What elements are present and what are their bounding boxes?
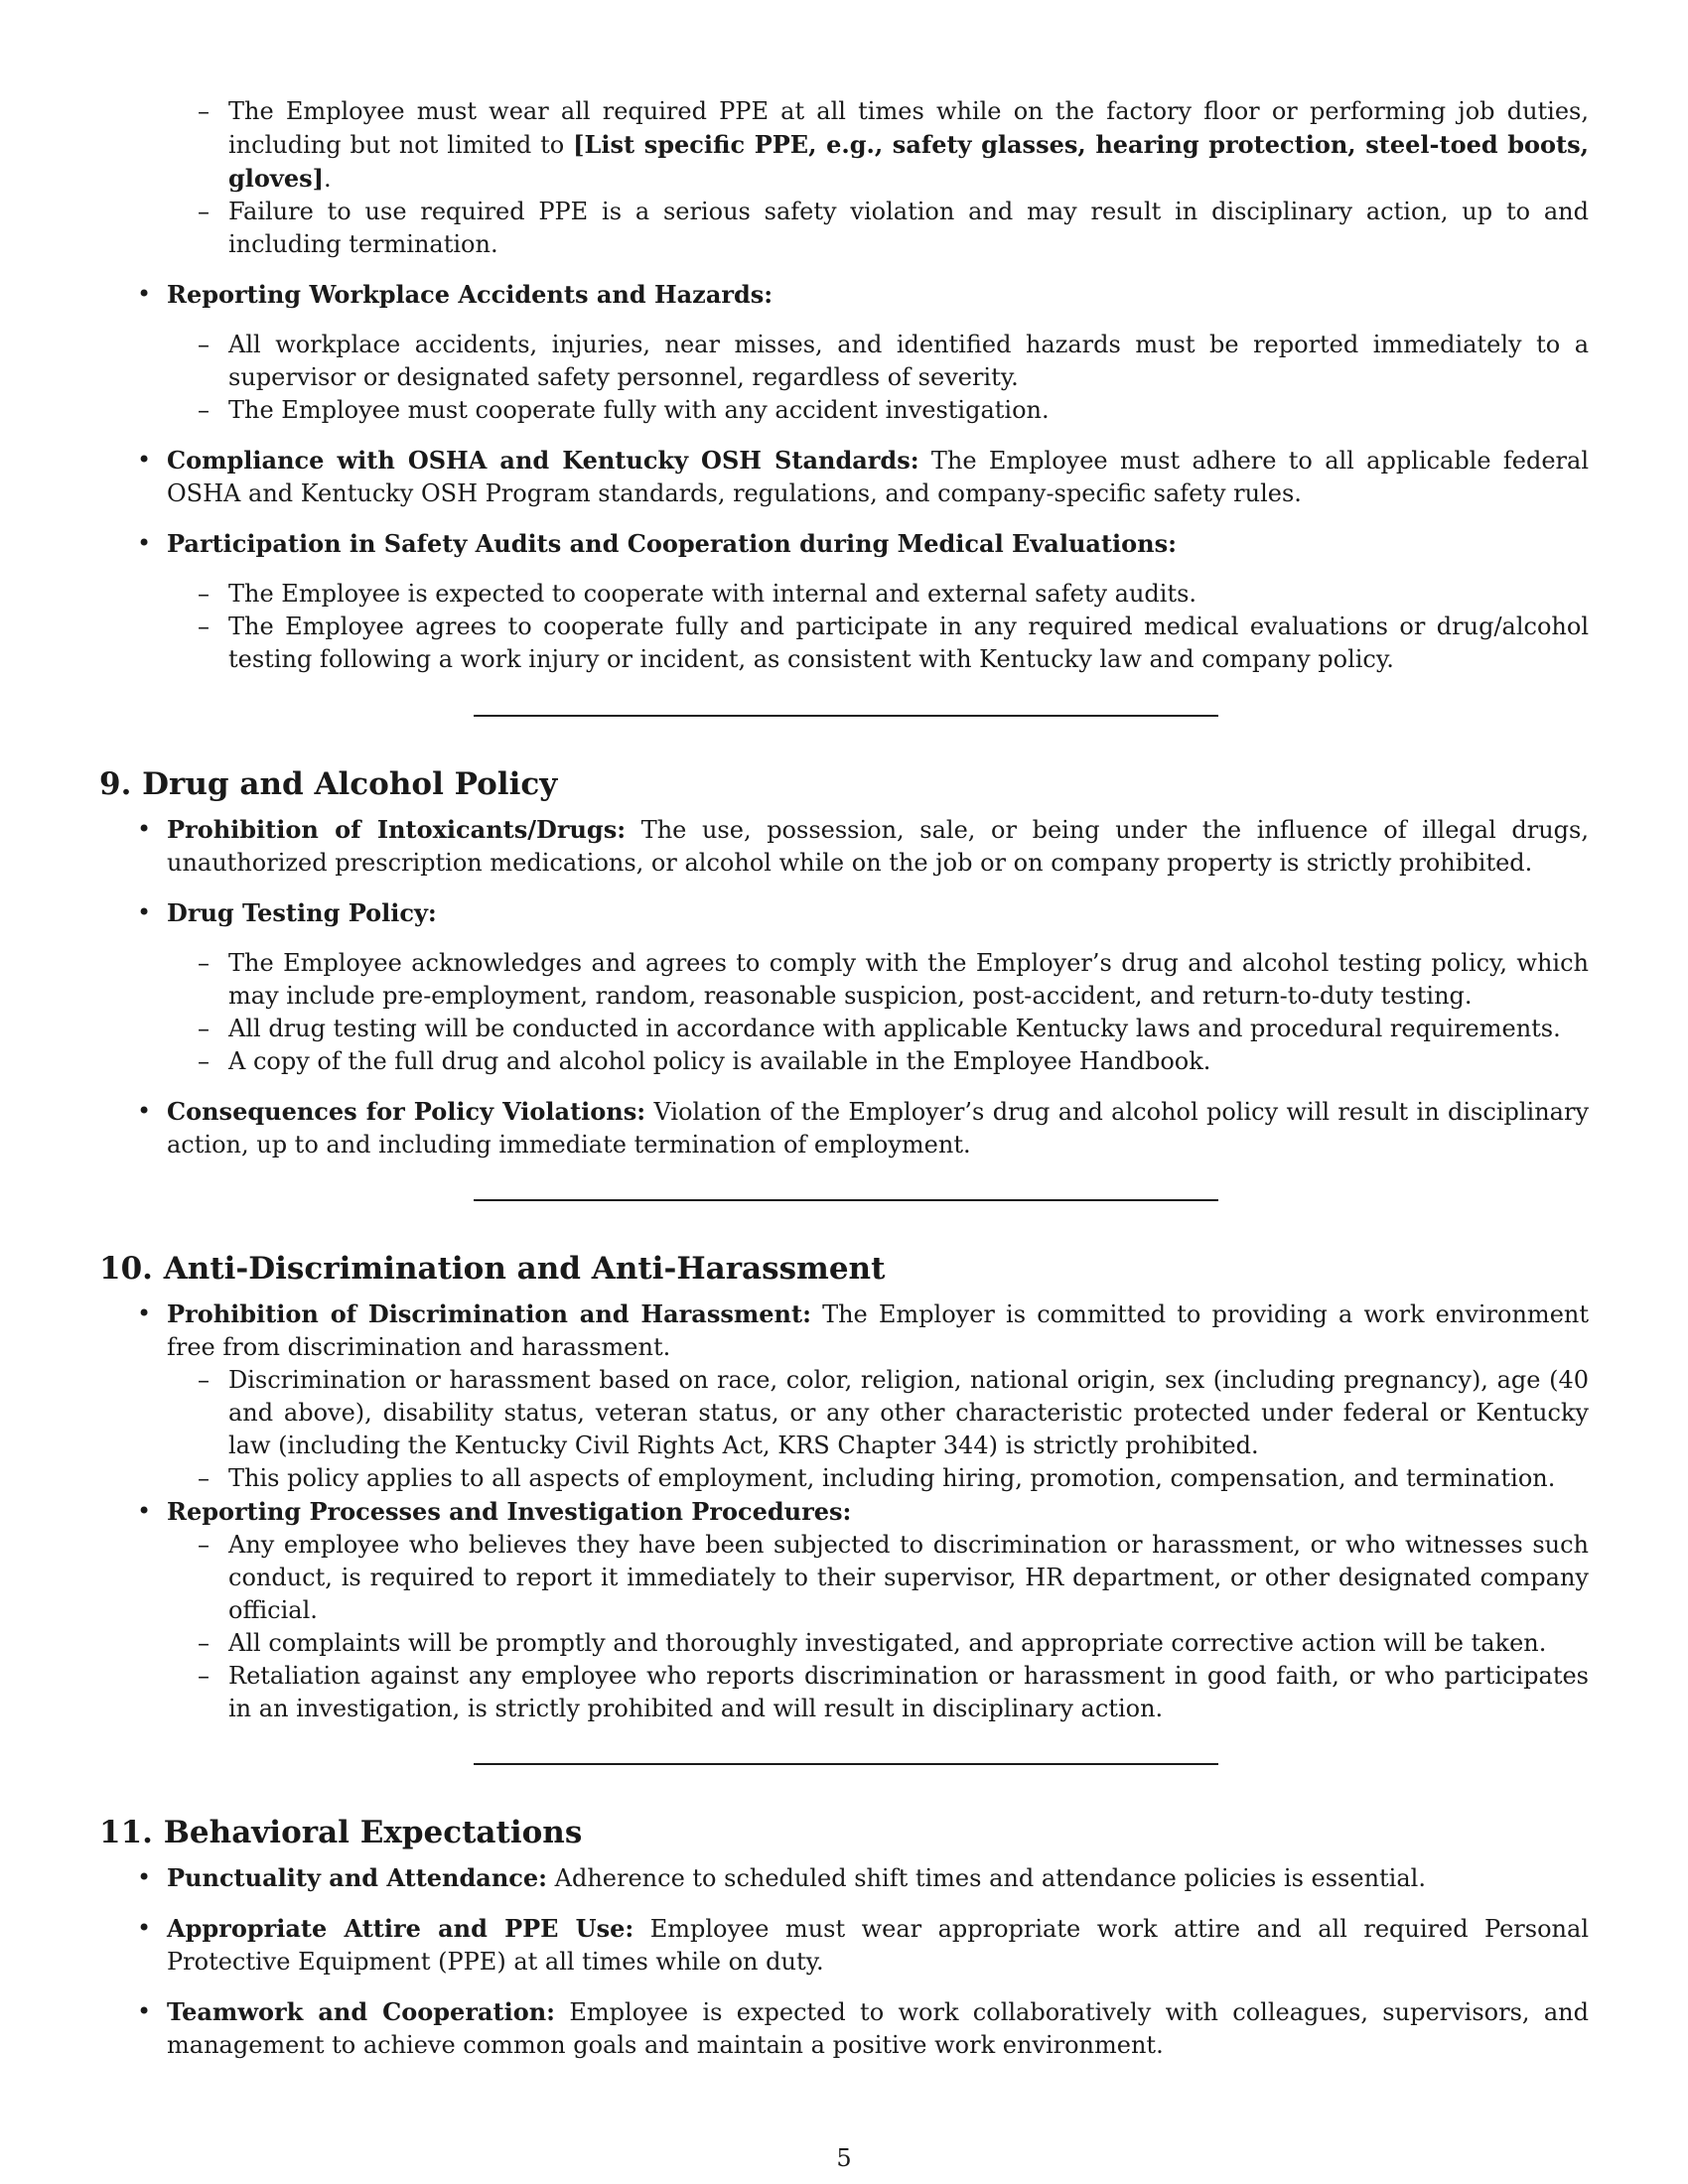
bullet-icon: • [137, 1097, 152, 1125]
bullet-heading: Participation in Safety Audits and Cooperation during Medical Evaluations: [167, 529, 1177, 558]
list-item [99, 95, 1589, 196]
list-item: – All drug testing will be conducted in accordance with applicable Kentucky laws and procedural requirements. [167, 1013, 1589, 1045]
section11-bullets [99, 1861, 1589, 2062]
bullet-text: The Employer is committed to providing a work environment free from discrimination and harassment. [167, 1300, 1589, 1361]
bullet-icon: • [137, 1997, 152, 2025]
list-item: – This policy applies to all aspects of employment, including hiring, promotion, compensation, and termination. [167, 1462, 1589, 1495]
bullet-drug-testing [99, 896, 1589, 1078]
bullet-icon: • [137, 446, 152, 474]
list-item: – A copy of the full drug and alcohol policy is available in the Employee Handbook. [167, 1045, 1589, 1078]
list-item: – The Employee acknowledges and agrees to comply with the Employer’s drug and alcohol testing policy, which may include pre-employment, random, reasonable suspicion, post-accident, and return-to-duty testing. [167, 947, 1589, 1013]
bullet-icon: • [137, 1863, 152, 1891]
section8-bullets [99, 278, 1589, 676]
ppe-placeholder: [List specific PPE, e.g., safety glasses, hearing protection, steel-toed boots, gloves] [228, 130, 1589, 193]
bullet-heading: Consequences for Policy Violations: [167, 1097, 646, 1126]
bullet-text: The use, possession, sale, or being under the influence of illegal drugs, unauthorized prescription medications, or alcohol while on the job or on company property is strictly prohibited. [167, 816, 1589, 877]
bullet-heading: Prohibition of Discrimination and Harassment: [167, 1299, 811, 1328]
bullet-osha-compliance [99, 444, 1589, 510]
sublist [167, 578, 1589, 676]
bullet-text: Employee must wear appropriate work attire and all required Personal Protective Equipment (PPE) at all times while on duty. [167, 1915, 1589, 1976]
section-heading-drug-alcohol: 9. Drug and Alcohol Policy [99, 766, 558, 802]
bullet-icon: • [137, 529, 152, 557]
sublist [167, 329, 1589, 427]
bullet-heading: Drug Testing Policy: [167, 898, 437, 927]
bullet-consequences [99, 1095, 1589, 1161]
list-item: – The Employee must cooperate fully with any accident investigation. [167, 394, 1589, 427]
bullet-icon: • [137, 1299, 152, 1327]
bullet-heading: Reporting Processes and Investigation Procedures: [167, 1497, 852, 1526]
bullet-heading: Appropriate Attire and PPE Use: [167, 1914, 634, 1943]
list-item: – Failure to use required PPE is a serious safety violation and may result in disciplinary action, up to and including termination. [99, 196, 1589, 261]
section9-bullets [99, 813, 1589, 1161]
list-item: – All workplace accidents, injuries, near misses, and identified hazards must be reported immediately to a supervisor or designated safety personnel, regardless of severity. [167, 329, 1589, 394]
list-item: – The Employee is expected to cooperate with internal and external safety audits. [167, 578, 1589, 611]
page-number: 5 [836, 2144, 852, 2172]
bullet-reporting-processes [99, 1495, 1589, 1725]
bullet-prohibition-discrimination [99, 1297, 1589, 1495]
section-heading-behavioral: 11. Behavioral Expectations [99, 1815, 583, 1850]
bullet-icon: • [137, 1914, 152, 1942]
bullet-punctuality [99, 1861, 1589, 1895]
bullet-icon: • [137, 898, 152, 926]
bullet-icon: • [137, 815, 152, 843]
bullet-safety-audits [99, 527, 1589, 676]
ppe-period: . [324, 165, 332, 193]
sublist [167, 1529, 1589, 1725]
bullet-heading: Reporting Workplace Accidents and Hazards: [167, 280, 774, 309]
page-content [99, 95, 1589, 2062]
list-item: – All complaints will be promptly and thoroughly investigated, and appropriate corrective action will be taken. [167, 1627, 1589, 1660]
sublist [167, 947, 1589, 1078]
ppe-text: The Employee must wear all required PPE at all times while on the factory floor or performing job duties, including but not limited to [228, 97, 1589, 159]
bullet-text: Violation of the Employer’s drug and alcohol policy will result in disciplinary action, up to and including immediate termination of employment. [167, 1098, 1590, 1159]
bullet-teamwork [99, 1995, 1589, 2062]
bullet-text: The Employee must adhere to all applicable federal OSHA and Kentucky OSH Program standards, regulations, and company-specific safety rules. [167, 447, 1589, 507]
bullet-heading: Prohibition of Intoxicants/Drugs: [167, 815, 627, 844]
sublist [167, 1364, 1589, 1495]
section10-bullets [99, 1297, 1589, 1725]
bullet-icon: • [137, 280, 152, 308]
bullet-heading: Punctuality and Attendance: [167, 1863, 548, 1892]
section-heading-anti-discrimination: 10. Anti-Discrimination and Anti-Harassment [99, 1251, 886, 1287]
list-item: – The Employee agrees to cooperate fully and participate in any required medical evaluations or drug/alcohol testing following a work injury or incident, as consistent with Kentucky law and company policy. [167, 611, 1589, 676]
list-item: – Discrimination or harassment based on race, color, religion, national origin, sex (including pregnancy), age (40 and above), disability status, veteran status, or any other characteristic protected under federal or Kentucky law (including the Kentucky Civil Rights Act, KRS Chapter 344) is strictly prohibited. [167, 1364, 1589, 1462]
bullet-reporting-accidents [99, 278, 1589, 427]
list-item: – Retaliation against any employee who reports discrimination or harassment in good faith, or who participates in an investigation, is strictly prohibited and will result in disciplinary action. [167, 1660, 1589, 1725]
bullet-text: Employee is expected to work collaboratively with colleagues, supervisors, and management to achieve common goals and maintain a positive work environment. [167, 1998, 1589, 2059]
ppe-subitems [99, 95, 1589, 261]
bullet-heading: Compliance with OSHA and Kentucky OSH Standards: [167, 446, 919, 475]
bullet-prohibition-intoxicants [99, 813, 1589, 880]
bullet-text: Adherence to scheduled shift times and attendance policies is essential. [547, 1864, 1426, 1892]
bullet-icon: • [137, 1497, 152, 1525]
bullet-heading: Teamwork and Cooperation: [167, 1997, 556, 2026]
bullet-attire-ppe [99, 1912, 1589, 1979]
list-item: – Any employee who believes they have been subjected to discrimination or harassment, or who witnesses such conduct, is required to report it immediately to their supervisor, HR department, or other designated company official. [167, 1529, 1589, 1627]
